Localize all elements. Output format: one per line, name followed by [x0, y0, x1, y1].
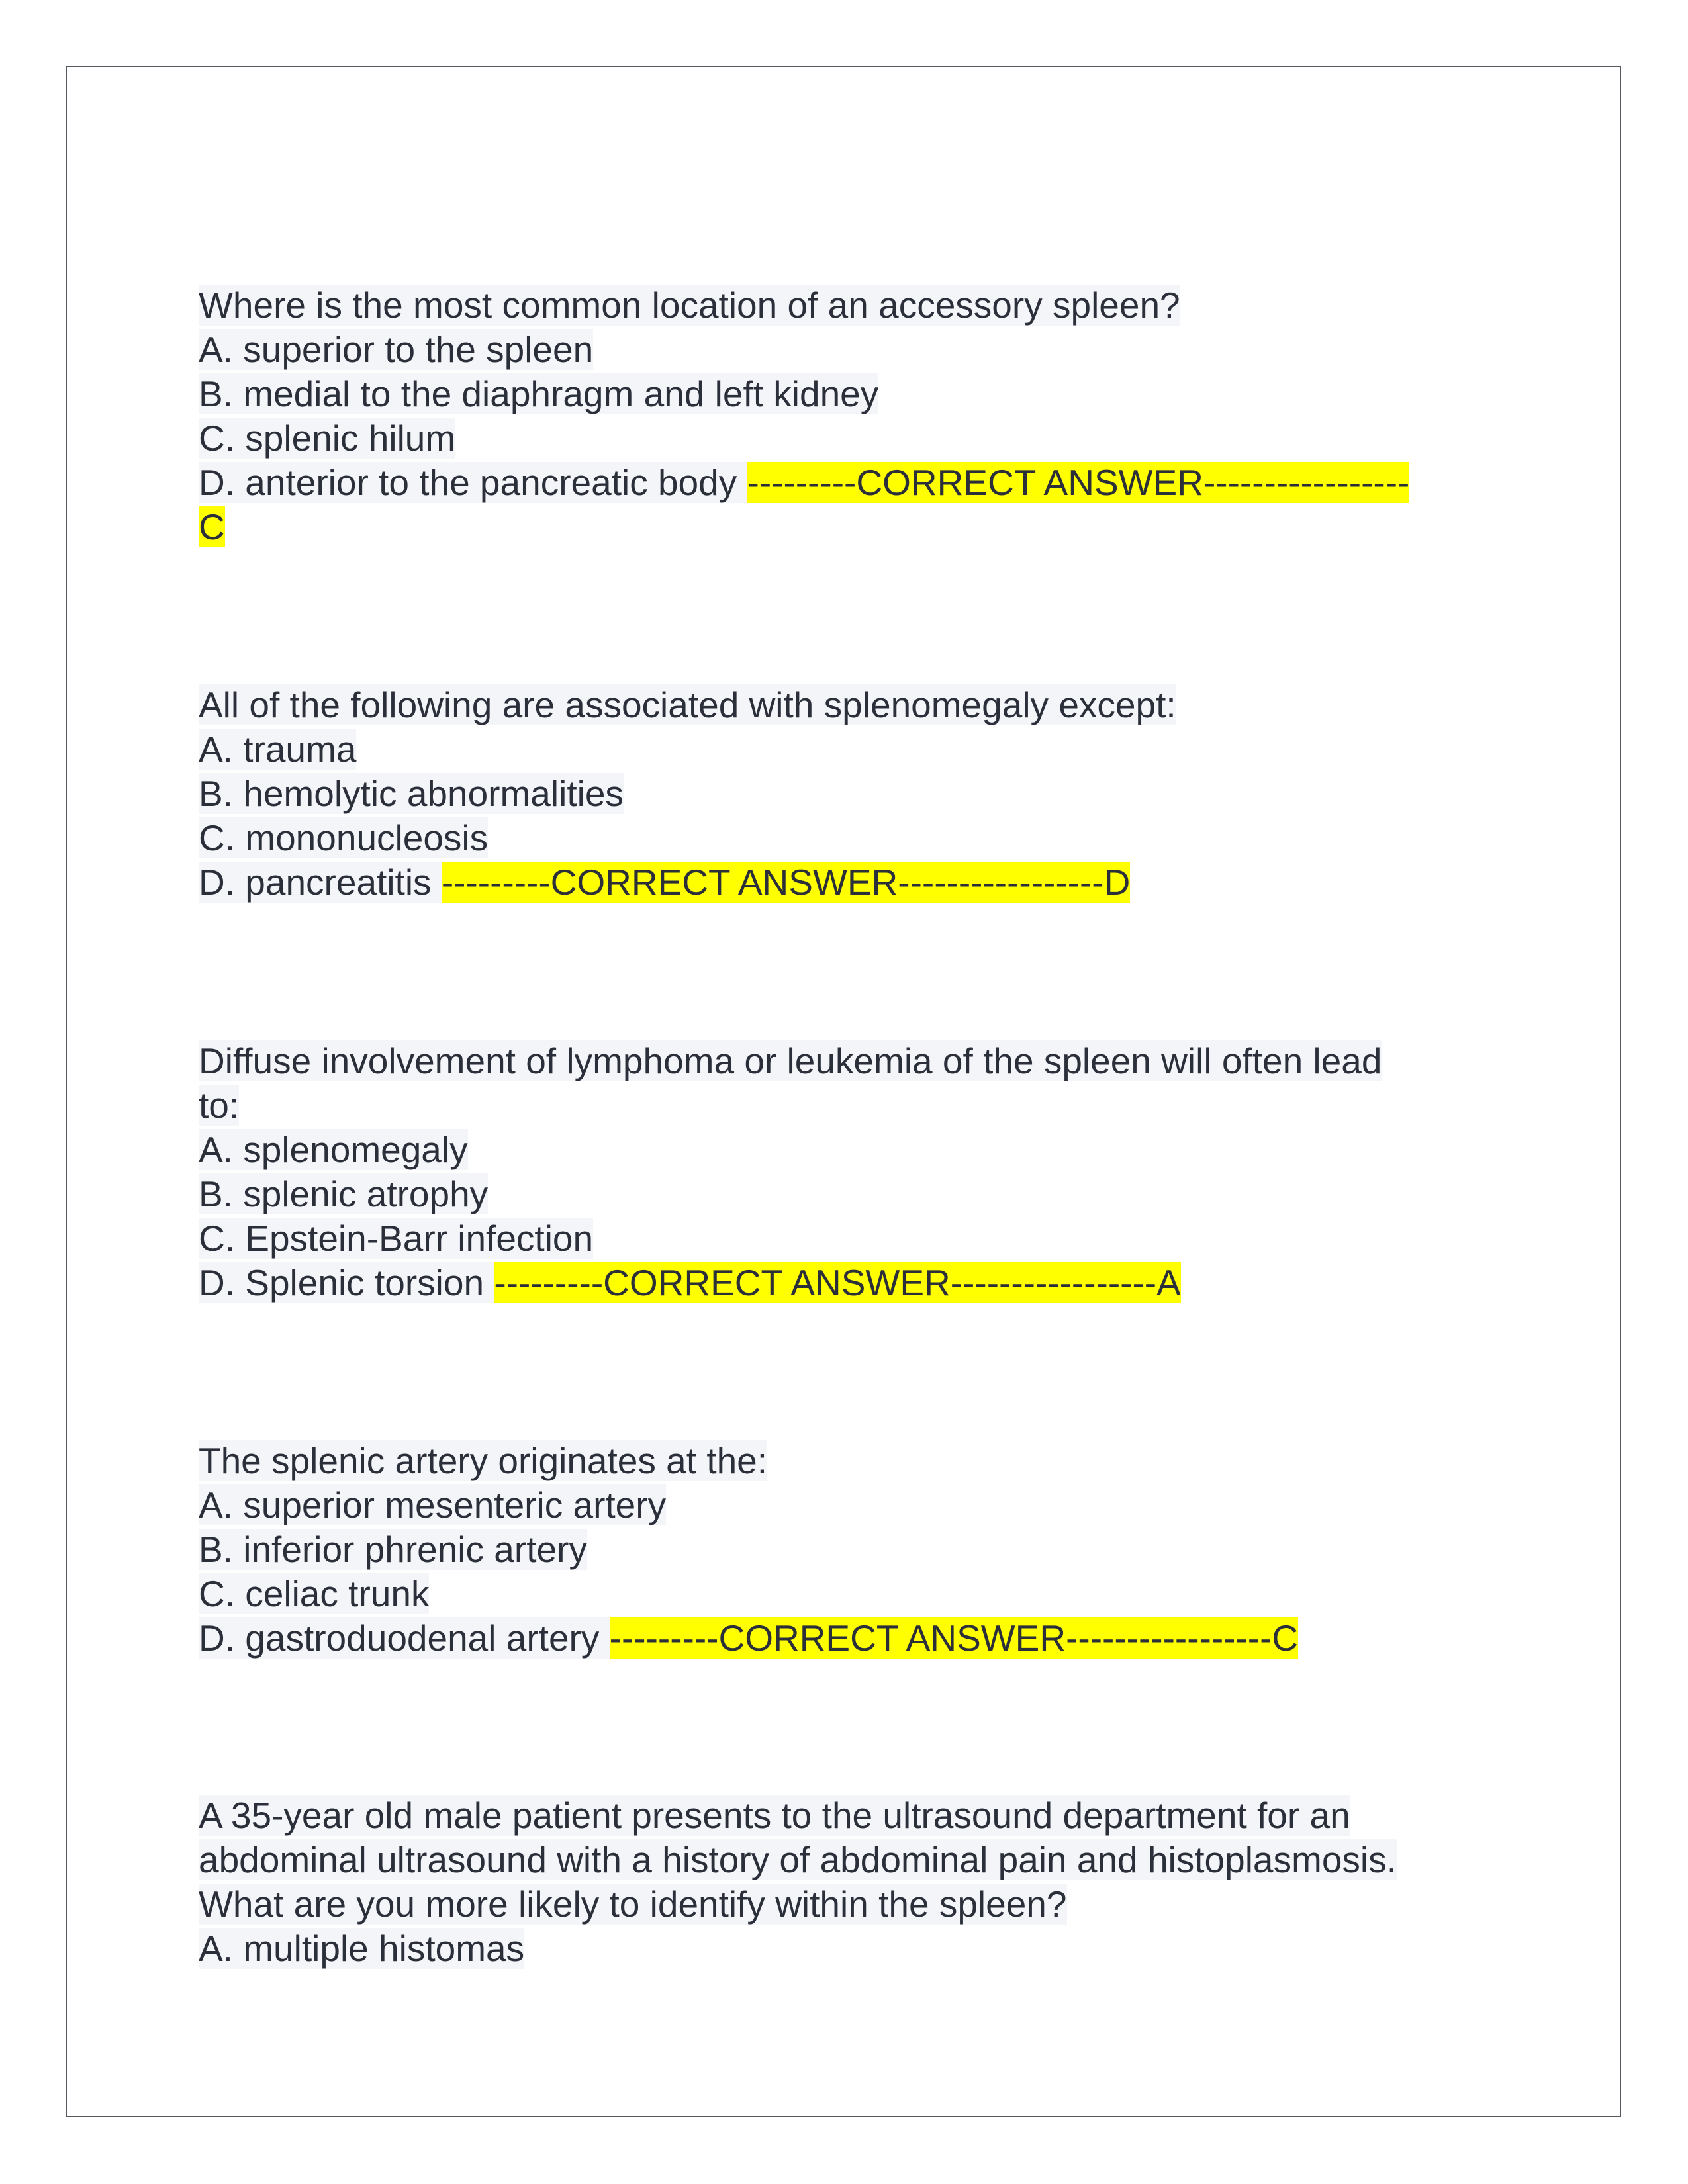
option-d: D. pancreatitis ---------CORRECT ANSWER-----------------D — [199, 862, 1131, 903]
option-c: C. Epstein-Barr infection — [199, 1218, 594, 1259]
question-4 — [199, 1439, 1298, 1661]
option-c: C. celiac trunk — [199, 1573, 430, 1614]
question-1 — [199, 283, 1409, 549]
option-a: A. superior to the spleen — [199, 329, 594, 370]
question-stem-continued: to: — [199, 1085, 240, 1126]
option-c: C. mononucleosis — [199, 817, 489, 858]
question-stem-continued: abdominal ultrasound with a history of abdominal pain and histoplasmosis. — [199, 1839, 1397, 1880]
correct-answer-letter: C — [199, 506, 225, 547]
question-2 — [199, 683, 1176, 905]
option-a: A. trauma — [199, 729, 357, 770]
question-3 — [199, 1039, 1382, 1305]
option-d: D. anterior to the pancreatic body ---------CORRECT ANSWER----------------- — [199, 462, 1410, 503]
question-stem: Where is the most common location of an accessory spleen? — [199, 285, 1180, 326]
option-b: B. inferior phrenic artery — [199, 1529, 587, 1570]
option-d: D. gastroduodenal artery ---------CORRECT ANSWER-----------------C — [199, 1617, 1299, 1659]
question-stem: The splenic artery originates at the: — [199, 1440, 768, 1481]
question-stem-continued: What are you more likely to identify within the spleen? — [199, 1884, 1067, 1925]
option-a: A. superior mesenteric artery — [199, 1484, 667, 1525]
option-a: A. splenomegaly — [199, 1129, 468, 1170]
option-c: C. splenic hilum — [199, 418, 456, 459]
correct-answer-highlight: ---------CORRECT ANSWER-----------------D — [441, 862, 1131, 903]
correct-answer-highlight: ---------CORRECT ANSWER----------------- — [747, 462, 1410, 503]
question-stem: A 35-year old male patient presents to the ultrasound department for an — [199, 1795, 1350, 1836]
question-5 — [199, 1794, 1397, 1971]
option-b: B. medial to the diaphragm and left kidney — [199, 373, 879, 414]
question-stem: All of the following are associated with splenomegaly except: — [199, 684, 1176, 725]
option-b: B. hemolytic abnormalities — [199, 773, 624, 814]
option-a: A. multiple histomas — [199, 1928, 525, 1969]
option-b: B. splenic atrophy — [199, 1173, 489, 1214]
correct-answer-highlight: ---------CORRECT ANSWER-----------------C — [609, 1617, 1299, 1659]
option-d: D. Splenic torsion ---------CORRECT ANSWER-----------------A — [199, 1262, 1181, 1303]
correct-answer-highlight: ---------CORRECT ANSWER-----------------A — [494, 1262, 1181, 1303]
question-stem: Diffuse involvement of lymphoma or leukemia of the spleen will often lead — [199, 1040, 1382, 1081]
